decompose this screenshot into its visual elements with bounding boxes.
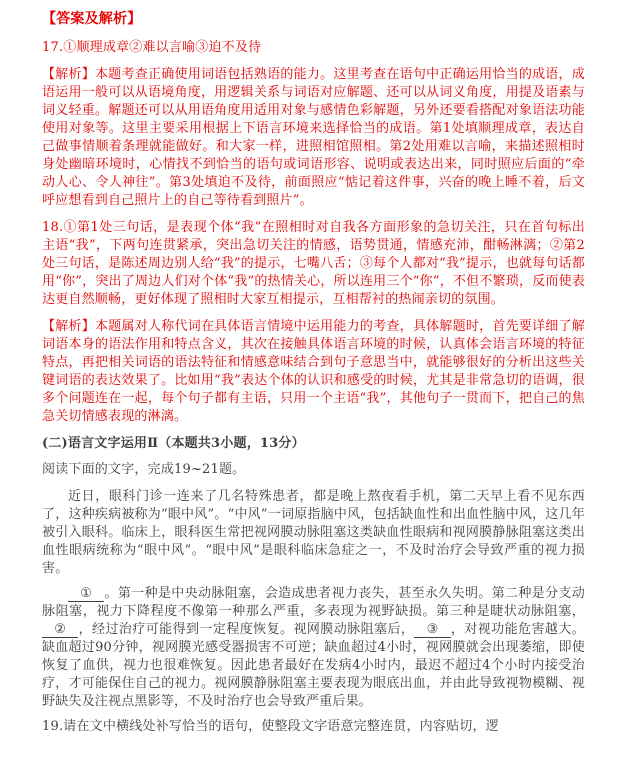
answer-18: 18.①第1处三句话，是表现个体“我”在照相时对自我各方面形象的急切关注，只在首句标出主语“我”，下两句连贯紧承，突出急切关注的情感，语势贯通，情感充沛，酣畅淋漓；②第2处三句话，是陈述周边别人给“我”的提示，七嘴八舌；③每个人都对“我”提示，也就每句话都用“你”，突出了周边人们对个体“我”的热情关心，所以连用三个“你”，不但不繁琐，反而使表达更自然顺畅，更好体现了照相时大家互相提示，互相帮衬的热闹亲切的氛围。 [42,220,585,307]
answer-blank: ② [42,622,78,638]
passage-text: ，对视功能危害越大。缺血超过90分钟，视网膜光感受器损害不可逆；缺血超过4小时，视网膜就会出现萎缩，即使恢复了血供，视力也很难恢复。因此患者最好在发病4小时内，最迟不超过4个小时内接受治疗，才可能保住自己的视力。视网膜静脉阻塞主要表现为眼底出血，并由此导致视物模糊、视野缺失及注视点黑影等，不及时治疗也会导致严重后果。 [42,622,585,709]
page-title: 【答案及解析】 [42,11,142,27]
passage-paragraph-2 [42,585,585,711]
answer-blank: ③ [414,622,450,638]
question-19: 19.请在文中横线处补写恰当的语句，使整段文字语意完整连贯，内容贴切，逻 [42,719,499,734]
passage-text: ，经过治疗可能得到一定程度恢复。视网膜动脉阻塞后， [78,622,415,637]
answer-17: 17.①顺理成章②难以言喻③迫不及待 [42,40,262,55]
reading-instruction: 阅读下面的文字，完成19~21题。 [42,462,246,477]
passage-paragraph-1: 近日，眼科门诊一连来了几名特殊患者，都是晚上熬夜看手机，第二天早上看不见东西了，这种疾病被称为“眼中风”。“中风”一词原指脑中风，包括缺血性和出血性脑中风，这几年被引入眼科。临床上，眼科医生常把视网膜动脉阻塞这类缺血性眼病和视网膜静脉阻塞这类出血性眼病统称为“眼中风”。“眼中风”是眼科临床急症之一，不及时治疗会导致严重的视力损害。 [42,489,585,576]
passage-text: 。第一种是中央动脉阻塞，会造成患者视力丧失，甚至永久失明。第二种是分支动脉阻塞，视力下降程度不像第一种那么严重，多表现为视野缺损。第三种是睫状动脉阻塞， [42,586,585,619]
analysis-17: 【解析】本题考查正确使用词语包括熟语的能力。这里考查在语句中正确运用恰当的成语，成语运用一般可以从语境角度，用逻辑关系与词语对应解题、还可以从词义角度，用提及语素与词义轻重。解题还可以从用语角度用适用对象与感情色彩解题，另外还要看搭配对象语法功能使用对象等。这里主要采用根据上下语言环境来选择恰当的成语。第1处填顺理成章，表达自己做事情顺着条理就能做好。和大家一样，进照相馆照相。第2处用难以言喻，来描述照相时身处幽暗环境时，心情找不到恰当的语句或词语形容、说明或表达出来，同时照应后面的“牵动人心、令人神往”。第3处填迫不及待，前面照应“惦记着这件事，兴奋的晚上睡不着，后文呼应想看到自己照片上的自己等待看到照片”。 [42,67,585,208]
section-heading-language-use-2: (二)语言文字运用Ⅱ（本题共3小题，13分） [42,436,305,451]
analysis-18: 【解析】本题属对人称代词在具体语言情境中运用能力的考查，具体解题时，首先要详细了解词语本身的语法作用和特点含义，其次在接触具体语言环境的时候，认真体会语言环境的特征特点，再把相关词语的语法特征和情感意味结合到句子意思当中，就能够很好的分析出这些关键词语的表达效果了。比如用“我”表达个体的认识和感受的时候，尤其是非常急切的语调，很多个问题连在一起，每个句子都有主语，只用一个主语“我”，其他句子一贯而下，把自己的焦急关切情感表现的淋漓。 [42,319,585,424]
answer-blank: ① [68,586,104,602]
